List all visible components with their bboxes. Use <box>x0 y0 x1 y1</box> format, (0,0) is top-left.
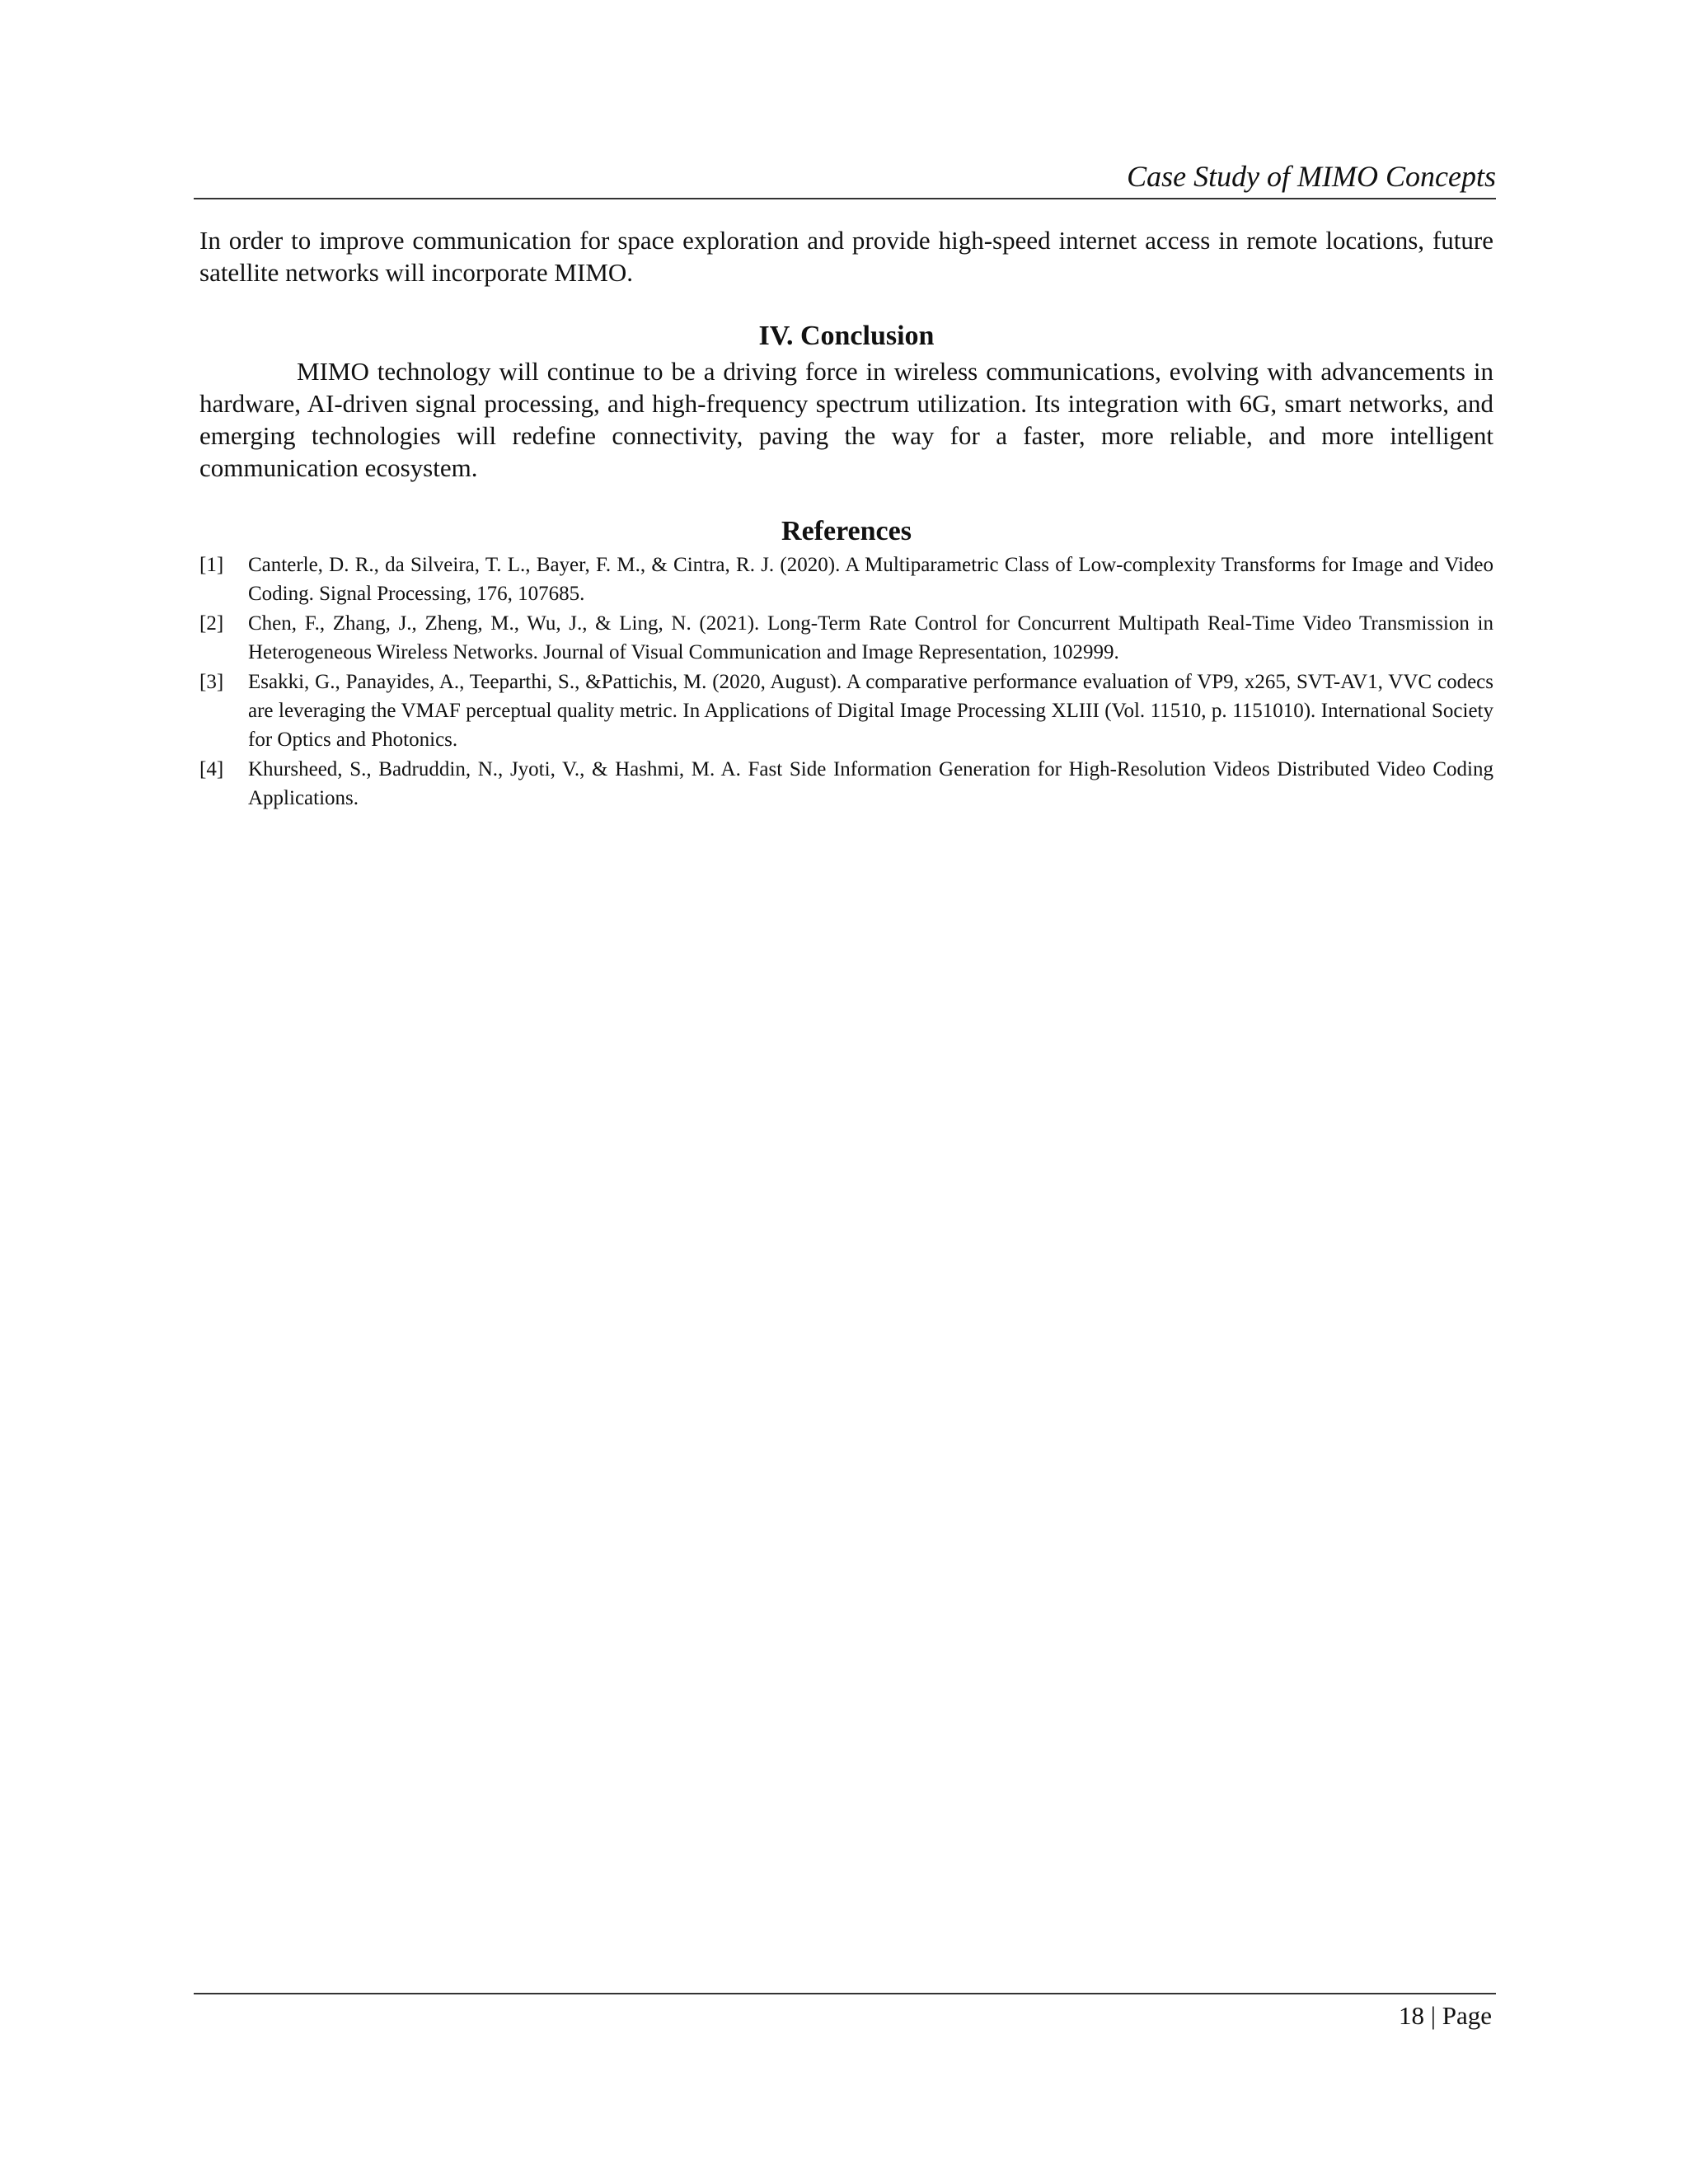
page-number: 18 | Page <box>1399 2001 1492 2030</box>
conclusion-heading: IV. Conclusion <box>758 321 935 351</box>
references-list <box>199 551 1493 813</box>
references-heading: References <box>781 516 912 546</box>
intro-paragraph: In order to improve communication for space exploration and provide high-speed internet access in remote locations, future satellite networks will incorporate MIMO. <box>199 226 1493 287</box>
reference-text: Khursheed, S., Badruddin, N., Jyoti, V., & Hashmi, M. A. Fast Side Information Generation for High-Resolution Videos Distributed Video Coding Applications. <box>248 758 1493 809</box>
running-title: Case Study of MIMO Concepts <box>1127 160 1496 193</box>
reference-label: [1] <box>199 554 224 576</box>
reference-label: [4] <box>199 758 224 780</box>
reference-item <box>199 551 1493 608</box>
reference-label: [2] <box>199 612 224 635</box>
reference-item <box>199 609 1493 667</box>
reference-label: [3] <box>199 671 224 693</box>
page-header <box>194 157 1496 199</box>
reference-item <box>199 668 1493 754</box>
reference-text: Canterle, D. R., da Silveira, T. L., Bayer, F. M., & Cintra, R. J. (2020). A Multiparametric Class of Low-complexity Transforms for Image and Video Coding. Signal Processing, 176, 107685. <box>248 554 1493 605</box>
reference-text: Chen, F., Zhang, J., Zheng, M., Wu, J., & Ling, N. (2021). Long-Term Rate Control for Concurrent Multipath Real-Time Video Transmission in Heterogeneous Wireless Networks. Journal of Visual Communication and Image Representation, 102999. <box>248 612 1493 663</box>
conclusion-paragraph: MIMO technology will continue to be a driving force in wireless communications, evolving with advancements in hardware, AI-driven signal processing, and high-frequency spectrum utilization. Its integration with 6G, smart networks, and emerging technologies will redefine connectivity, paving the way for a faster, more reliable, and more intelligent communication ecosystem. <box>199 357 1493 482</box>
reference-item <box>199 755 1493 813</box>
reference-text: Esakki, G., Panayides, A., Teeparthi, S., &Pattichis, M. (2020, August). A comparative performance evaluation of VP9, x265, SVT-AV1, VVC codecs are leveraging the VMAF perceptual quality metric. In Applications of Digital Image Processing XLIII (Vol. 11510, p. 1151010). International Society for Optics and Photonics. <box>248 671 1493 751</box>
page-footer <box>194 1993 1496 2030</box>
page-body <box>199 224 1493 813</box>
